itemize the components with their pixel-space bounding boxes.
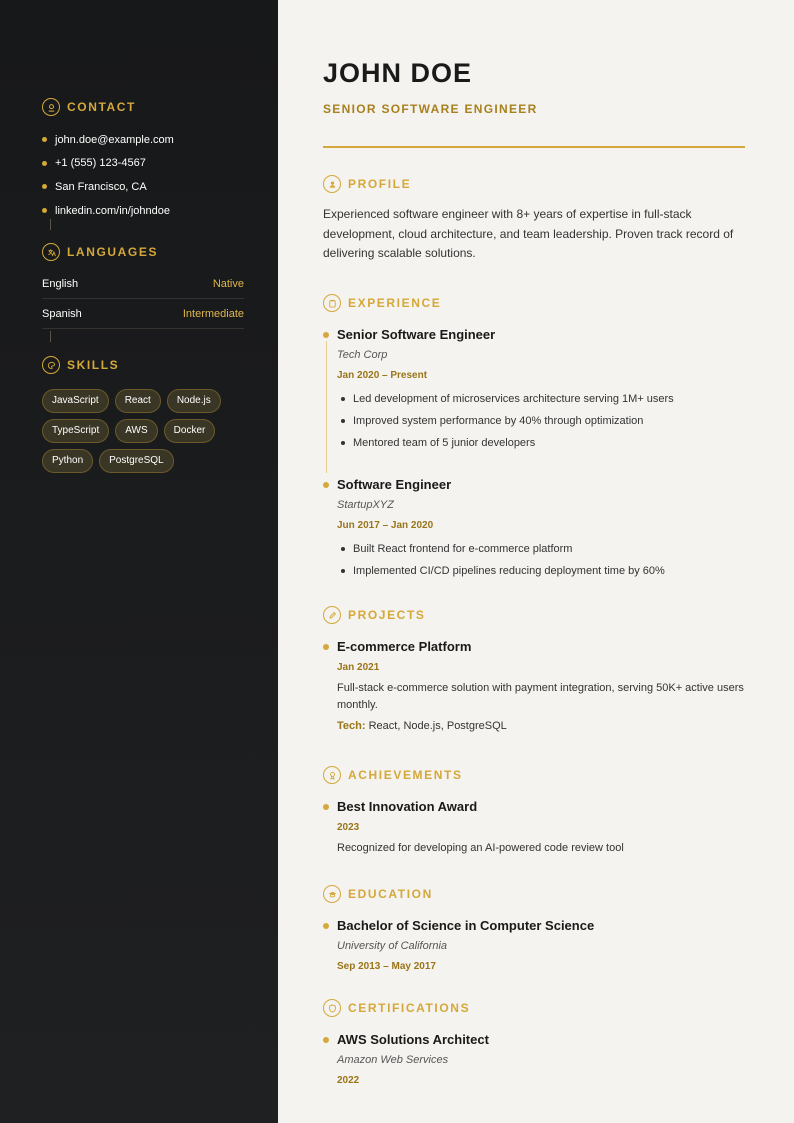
shield-icon: [323, 999, 341, 1017]
experience-bullets: [337, 388, 745, 454]
list-item: Built React frontend for e-commerce platform: [337, 538, 745, 560]
clipboard-icon: [323, 294, 341, 312]
language-name: Spanish: [42, 307, 82, 320]
project-date: Jan 2021: [337, 662, 380, 673]
experience-role: Software Engineer: [337, 477, 452, 492]
projects-heading: PROJECTS: [348, 608, 426, 622]
education-school: University of California: [337, 940, 448, 952]
experience-company: StartupXYZ: [337, 499, 394, 511]
skills-heading: SKILLS: [67, 358, 120, 372]
experience-dates: Jun 2017 – Jan 2020: [337, 520, 434, 531]
project-description: Full-stack e-commerce solution with payment integration, serving 50K+ active users monthly.: [337, 682, 744, 711]
projects-section: [323, 605, 745, 732]
timeline-dot: [323, 332, 329, 338]
contact-location: [42, 175, 244, 199]
language-level: Intermediate: [182, 307, 244, 320]
skills-heading-row: [42, 355, 244, 375]
job-title: SENIOR SOFTWARE ENGINEER: [323, 102, 538, 116]
project-title: E-commerce Platform: [337, 639, 472, 654]
translate-icon: [42, 243, 60, 261]
list-item: Led development of microservices architecture serving 1M+ users: [337, 388, 745, 410]
contact-linkedin-text: linkedin.com/in/johndoe: [55, 204, 170, 217]
award-icon: [323, 766, 341, 784]
languages-section: [42, 242, 244, 329]
header-divider: [323, 146, 745, 148]
certification-name: AWS Solutions Architect: [337, 1032, 489, 1047]
education-degree: Bachelor of Science in Computer Science: [337, 918, 595, 933]
list-item: Improved system performance by 40% through optimization: [337, 410, 745, 432]
timeline-dot: [323, 1037, 329, 1043]
list-item: Implemented CI/CD pipelines reducing deployment time by 60%: [337, 560, 745, 582]
certification-year: 2022: [337, 1075, 360, 1086]
skill-chip: React: [115, 389, 161, 413]
bullet-dot: [42, 184, 47, 189]
achievement-item: [323, 798, 745, 857]
palette-icon: [42, 356, 60, 374]
experience-company: Tech Corp: [337, 349, 388, 361]
achievements-heading: ACHIEVEMENTS: [348, 768, 463, 782]
language-row: [42, 299, 244, 329]
certifications-heading-row: [323, 998, 745, 1018]
education-heading: EDUCATION: [348, 887, 433, 901]
education-item: [323, 917, 745, 973]
profile-section: [323, 174, 745, 264]
experience-bullets: [337, 538, 745, 582]
certifications-heading: CERTIFICATIONS: [348, 1001, 471, 1015]
contact-section: [42, 97, 244, 222]
experience-dates: Jan 2020 – Present: [337, 370, 428, 381]
experience-role: Senior Software Engineer: [337, 327, 496, 342]
contact-phone-text: +1 (555) 123-4567: [55, 157, 146, 170]
bullet-dot: [42, 208, 47, 213]
contact-heading: CONTACT: [67, 100, 136, 114]
experience-heading-row: [323, 293, 745, 313]
sidebar: [0, 0, 278, 1123]
achievement-title: Best Innovation Award: [337, 799, 478, 814]
achievements-section: [323, 765, 745, 857]
education-dates: Sep 2013 – May 2017: [337, 961, 436, 972]
list-item: Mentored team of 5 junior developers: [337, 432, 745, 454]
certification-item: [323, 1031, 745, 1087]
language-level: Native: [212, 277, 244, 290]
location-pin-icon: [42, 98, 60, 116]
profile-heading-row: [323, 174, 745, 194]
contact-list: [42, 128, 244, 222]
timeline-dot: [323, 644, 329, 650]
experience-section: [323, 293, 745, 582]
candidate-name: JOHN DOE: [323, 58, 473, 88]
experience-item: [323, 326, 745, 454]
contact-email-text: john.doe@example.com: [55, 133, 174, 146]
achievements-heading-row: [323, 765, 745, 785]
experience-heading: EXPERIENCE: [348, 296, 442, 310]
bullet-dot: [42, 137, 47, 142]
timeline-dot: [323, 923, 329, 929]
experience-item: [323, 476, 745, 582]
skill-chip: Docker: [164, 419, 216, 443]
skill-chip: PostgreSQL: [99, 449, 173, 473]
achievement-year: 2023: [337, 822, 360, 833]
languages-heading: LANGUAGES: [67, 245, 159, 259]
contact-email[interactable]: [42, 128, 244, 152]
timeline-dot: [323, 482, 329, 488]
project-tech: [337, 720, 745, 732]
user-icon: [323, 175, 341, 193]
contact-heading-row: [42, 97, 244, 117]
language-name: English: [42, 277, 79, 290]
language-row: [42, 269, 244, 299]
skill-chip: TypeScript: [42, 419, 109, 443]
divider: [50, 331, 51, 342]
education-heading-row: [323, 884, 745, 904]
skill-chip: AWS: [115, 419, 157, 443]
tech-label: Tech:: [337, 720, 366, 732]
contact-location-text: San Francisco, CA: [55, 180, 147, 193]
contact-linkedin[interactable]: [42, 199, 244, 223]
skills-section: [42, 355, 244, 479]
divider: [50, 219, 51, 230]
project-item: [323, 638, 745, 732]
bullet-dot: [42, 161, 47, 166]
language-list: [42, 269, 244, 329]
edit-icon: [323, 606, 341, 624]
languages-heading-row: [42, 242, 244, 262]
timeline-dot: [323, 804, 329, 810]
tech-list: React, Node.js, PostgreSQL: [368, 720, 507, 732]
education-section: [323, 884, 745, 973]
achievement-description: Recognized for developing an AI-powered code review tool: [337, 842, 624, 854]
profile-summary: Experienced software engineer with 8+ years of expertise in full-stack development, cloud architecture, and team leadership. Proven track record of delivering scalable solutions.: [323, 207, 734, 260]
skill-chip: JavaScript: [42, 389, 109, 413]
projects-heading-row: [323, 605, 745, 625]
profile-heading: PROFILE: [348, 177, 412, 191]
skill-chip: Node.js: [167, 389, 221, 413]
skill-chip: Python: [42, 449, 93, 473]
skill-chips: [42, 389, 244, 479]
certifications-section: [323, 998, 745, 1087]
contact-phone[interactable]: [42, 152, 244, 176]
graduation-cap-icon: [323, 885, 341, 903]
certification-issuer: Amazon Web Services: [337, 1054, 449, 1066]
